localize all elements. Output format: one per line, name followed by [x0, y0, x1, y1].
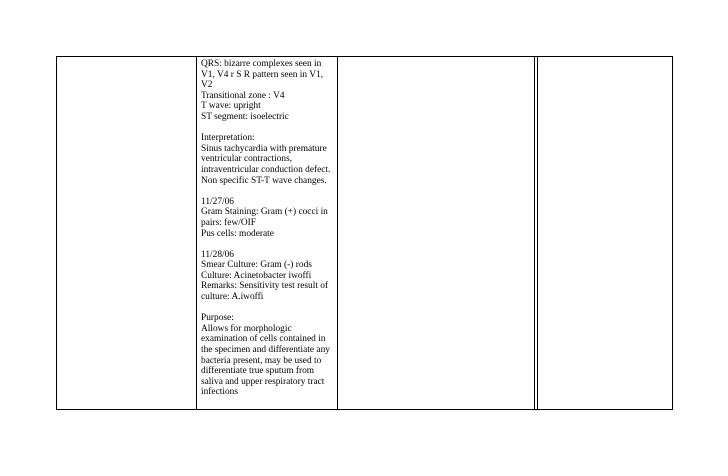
purpose-line: Allows for morphologic	[201, 323, 292, 334]
gram-stain-line: Gram Staining: Gram (+) cocci in	[201, 207, 328, 218]
ecg-line: T wave: upright	[201, 101, 261, 112]
gram-stain-line: pairs: few/OIF	[201, 217, 256, 228]
ecg-line: ST segment: isoelectric	[201, 111, 289, 122]
purpose-line: examination of cells contained in	[201, 334, 326, 345]
gram-stain-line: 11/27/06	[201, 196, 234, 207]
culture-line: Smear Culture: Gram (-) rods	[201, 260, 312, 271]
purpose-line: infections	[201, 387, 238, 398]
purpose-line: saliva and upper respiratory tract	[201, 376, 325, 387]
findings-cell	[201, 59, 335, 398]
culture-line: culture: A.iwoffi	[201, 292, 264, 303]
purpose-line: bacteria present, may be used to	[201, 355, 322, 366]
ecg-line: QRS: bizarre complexes seen in	[201, 59, 322, 69]
column-divider	[537, 57, 538, 409]
column-divider	[337, 57, 338, 409]
interpretation-line: Non specific ST-T wave changes.	[201, 175, 327, 186]
gram-stain-line: Pus cells: moderate	[201, 228, 274, 239]
interpretation-line: Sinus tachycardia with premature	[201, 143, 327, 154]
column-divider	[534, 57, 535, 409]
ecg-line: V1, V4 r S R pattern seen in V1,	[201, 69, 324, 80]
interpretation-line: intraventricular conduction defect.	[201, 164, 331, 175]
lab-results-table	[56, 56, 673, 410]
interpretation-line: Interpretation:	[201, 133, 255, 144]
interpretation-line: ventricular contractions,	[201, 154, 293, 165]
culture-line: Culture: Acinetobacter iwoffi	[201, 270, 312, 281]
purpose-line: Purpose:	[201, 313, 234, 324]
culture-line: Remarks: Sensitivity test result of	[201, 281, 329, 292]
column-divider	[196, 57, 197, 409]
purpose-line: the specimen and differentiate any	[201, 345, 330, 356]
culture-line: 11/28/06	[201, 249, 234, 260]
purpose-line: differentiate true sputum from	[201, 366, 315, 377]
ecg-line: Transitional zone : V4	[201, 90, 285, 101]
ecg-line: V2	[201, 80, 213, 91]
